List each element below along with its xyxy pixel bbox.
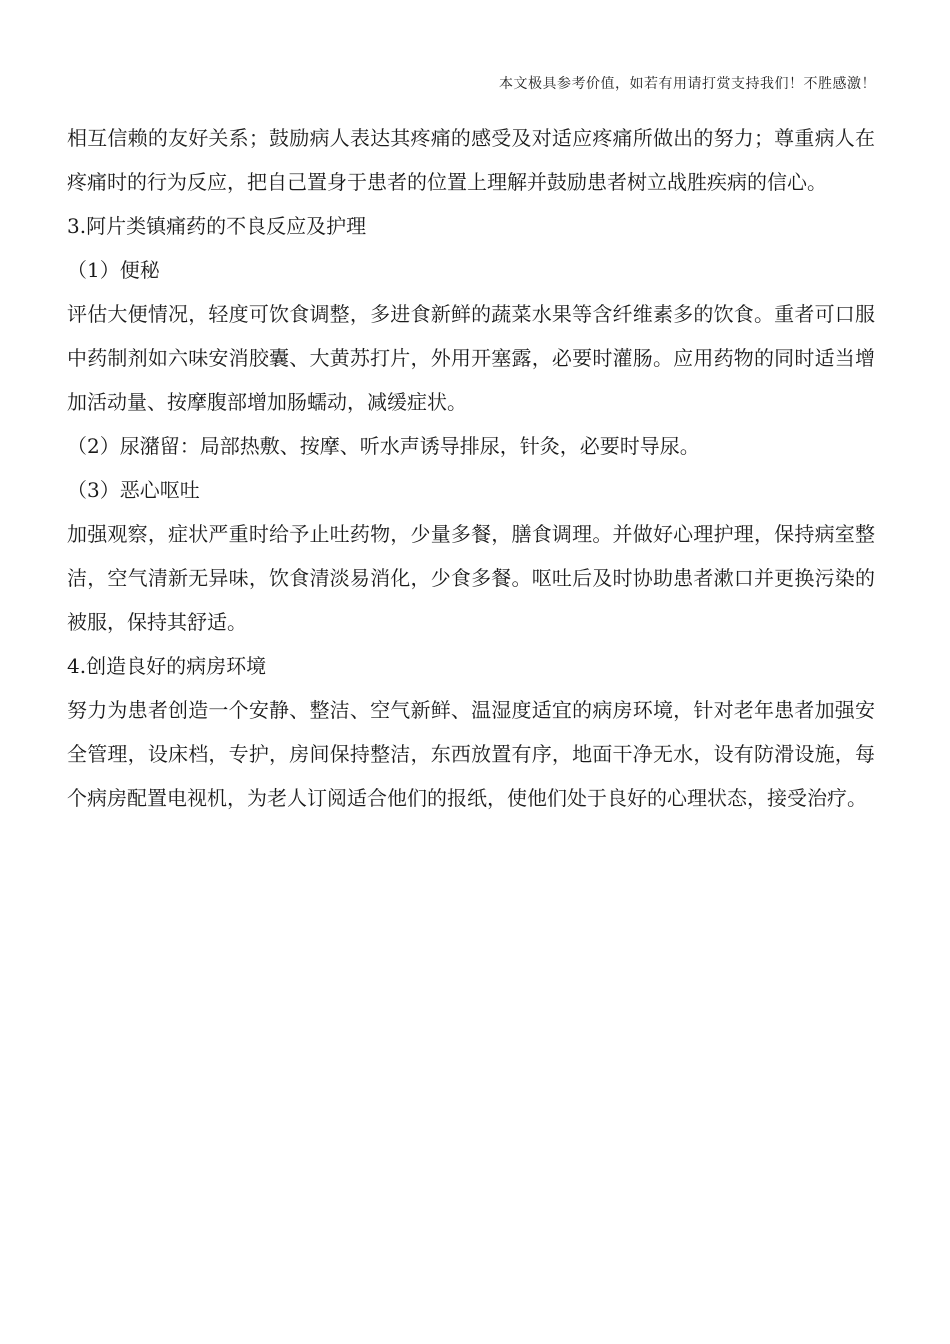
header-note: 本文极具参考价值，如若有用请打赏支持我们！不胜感激！ xyxy=(499,76,876,92)
paragraph-constipation: 评估大便情况，轻度可饮食调整，多进食新鲜的蔬菜水果等含纤维素多的饮食。重者可口服中药制剂如六味安消胶囊、大黄苏打片，外用开塞露，必要时灌肠。应用药物的同时适当增加活动量、按摩腹部增加肠蠕动，减缓症状。 xyxy=(67,302,875,414)
subheading-urinary-retention: （2）尿潴留：局部热敷、按摩、听水声诱导排尿，针灸，必要时导尿。 xyxy=(67,434,700,458)
paragraph-trust-relationship: 相互信赖的友好关系；鼓励病人表达其疼痛的感受及对适应疼痛所做出的努力；尊重病人在疼痛时的行为反应，把自己置身于患者的位置上理解并鼓励患者树立战胜疾病的信心。 xyxy=(67,126,875,194)
subheading-nausea-vomiting: （3）恶心呕吐 xyxy=(67,478,200,502)
paragraph-nausea-vomiting: 加强观察，症状严重时给予止吐药物，少量多餐，膳食调理。并做好心理护理，保持病室整洁，空气清新无异味，饮食清淡易消化，少食多餐。呕吐后及时协助患者漱口并更换污染的被服，保持其舒适。 xyxy=(67,522,875,634)
subheading-constipation: （1）便秘 xyxy=(67,258,160,282)
section-heading-opioid-reactions: 3.阿片类镇痛药的不良反应及护理 xyxy=(67,214,367,238)
section-heading-ward-environment: 4.创造良好的病房环境 xyxy=(67,654,267,678)
paragraph-ward-environment: 努力为患者创造一个安静、整洁、空气新鲜、温湿度适宜的病房环境，针对老年患者加强安全管理，设床档，专护，房间保持整洁，东西放置有序，地面干净无水，设有防滑设施，每个病房配置电视机，为老人订阅适合他们的报纸，使他们处于良好的心理状态，接受治疗。 xyxy=(67,698,875,810)
document-body xyxy=(67,116,875,820)
